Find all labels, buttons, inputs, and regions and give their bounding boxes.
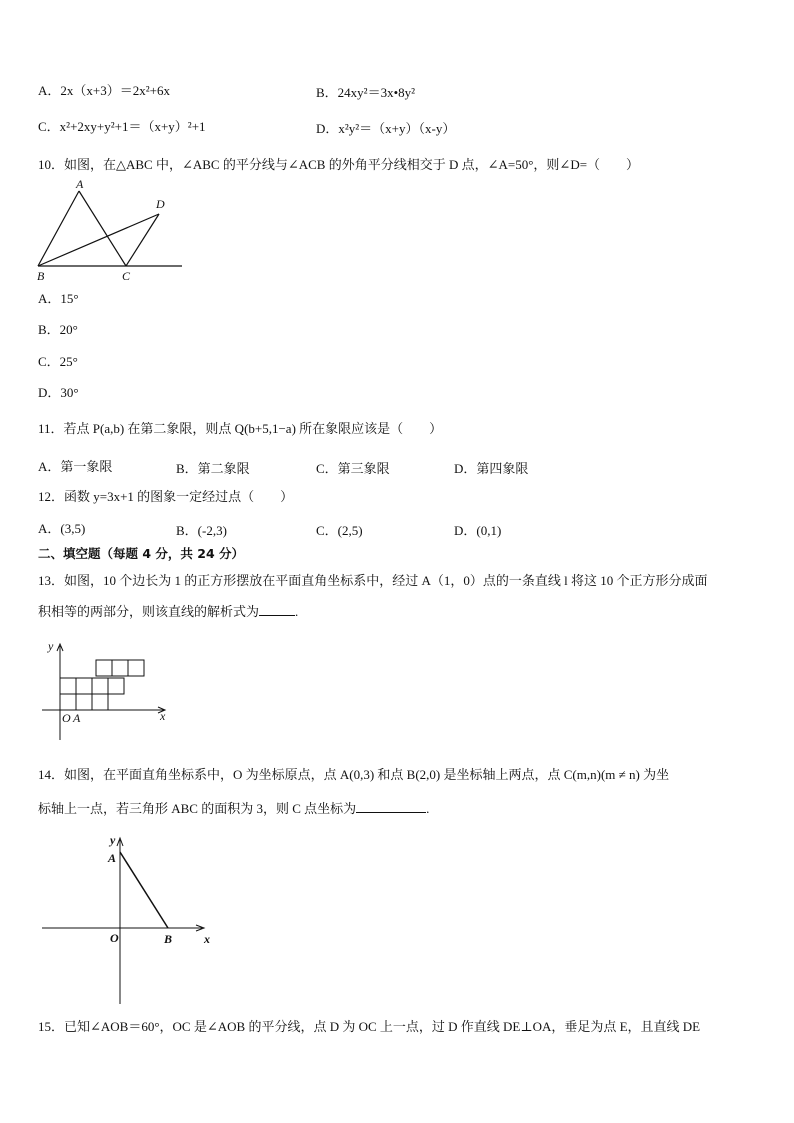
q10-option-d: D．30° xyxy=(38,385,79,400)
q10-label-b: B xyxy=(37,269,45,283)
q12-option-c: C．(2,5) xyxy=(316,523,363,538)
q14-label-b: B xyxy=(164,932,173,946)
q13-line-2-text: 积相等的两部分，则该直线的解析式为 xyxy=(38,604,260,619)
q10-label-d: D xyxy=(156,197,165,211)
q13-answer-blank xyxy=(259,603,295,616)
q9-option-a: A．2x（x+3）＝2x²+6x xyxy=(38,83,170,98)
q14-label-o: O xyxy=(110,931,119,945)
q13-line-2-end: . xyxy=(295,604,299,619)
q11-option-d: D．第四象限 xyxy=(454,461,529,476)
q14-line-2-end: . xyxy=(426,801,430,816)
q13-label-y: y xyxy=(48,639,54,653)
q11-option-b: B．第二象限 xyxy=(176,461,250,476)
q15-line-1: 15．已知∠AOB＝60°，OC 是∠AOB 的平分线，点 D 为 OC 上一点，过 D 作直线 DE⊥OA，垂足为点 E，且直线 DE xyxy=(38,1019,701,1034)
q14-line-2 xyxy=(38,800,429,818)
q10-stem: 10．如图，在△ABC 中，∠ABC 的平分线与∠ACB 的外角平分线相交于 D 点，∠A=50°，则∠D=（ ） xyxy=(38,157,640,172)
q10-label-c: C xyxy=(122,269,131,283)
q13-line-1: 13．如图，10 个边长为 1 的正方形摆放在平面直角坐标系中，经过 A（1，0）点的一条直线 l 将这 10 个正方形分成面 xyxy=(38,573,708,588)
q13-label-a: A xyxy=(73,711,81,725)
q14-line-2-text: 标轴上一点，若三角形 ABC 的面积为 3，则 C 点坐标为 xyxy=(38,801,357,816)
q10-label-a: A xyxy=(76,177,84,191)
q13-label-o: O xyxy=(62,711,71,725)
q13-figure xyxy=(38,638,178,743)
q11-option-c: C．第三象限 xyxy=(316,461,390,476)
q14-label-x: x xyxy=(204,932,210,946)
q12-option-b: B．(-2,3) xyxy=(176,523,227,538)
q12-stem: 12．函数 y=3x+1 的图象一定经过点（ ） xyxy=(38,489,294,504)
q9-option-b: B．24xy²＝3x•8y² xyxy=(316,85,416,100)
section-heading: 二、填空题（每题 4 分，共 24 分） xyxy=(38,546,245,561)
q13-label-x: x xyxy=(160,709,166,723)
q10-figure xyxy=(34,176,194,286)
q14-line-1: 14．如图，在平面直角坐标系中，O 为坐标原点，点 A(0,3) 和点 B(2,0) 是坐标轴上两点，点 C(m,n)(m ≠ n) 为坐 xyxy=(38,767,670,782)
q14-label-a: A xyxy=(108,851,117,865)
q10-option-b: B．20° xyxy=(38,322,78,337)
q11-stem: 11．若点 P(a,b) 在第二象限，则点 Q(b+5,1−a) 所在象限应该是（ ） xyxy=(38,421,443,436)
q14-figure xyxy=(40,832,230,1007)
q14-answer-blank xyxy=(356,800,426,813)
q10-option-c: C．25° xyxy=(38,354,78,369)
q12-option-d: D．(0,1) xyxy=(454,523,502,538)
q13-line-2 xyxy=(38,603,298,621)
q10-option-a: A．15° xyxy=(38,291,79,306)
q9-option-c: C．x²+2xy+y²+1＝（x+y）²+1 xyxy=(38,119,206,134)
q11-option-a: A．第一象限 xyxy=(38,459,113,474)
q9-option-d: D．x²y²＝（x+y）（x-y） xyxy=(316,121,456,136)
q12-option-a: A．(3,5) xyxy=(38,521,86,536)
q14-label-y: y xyxy=(110,833,116,847)
